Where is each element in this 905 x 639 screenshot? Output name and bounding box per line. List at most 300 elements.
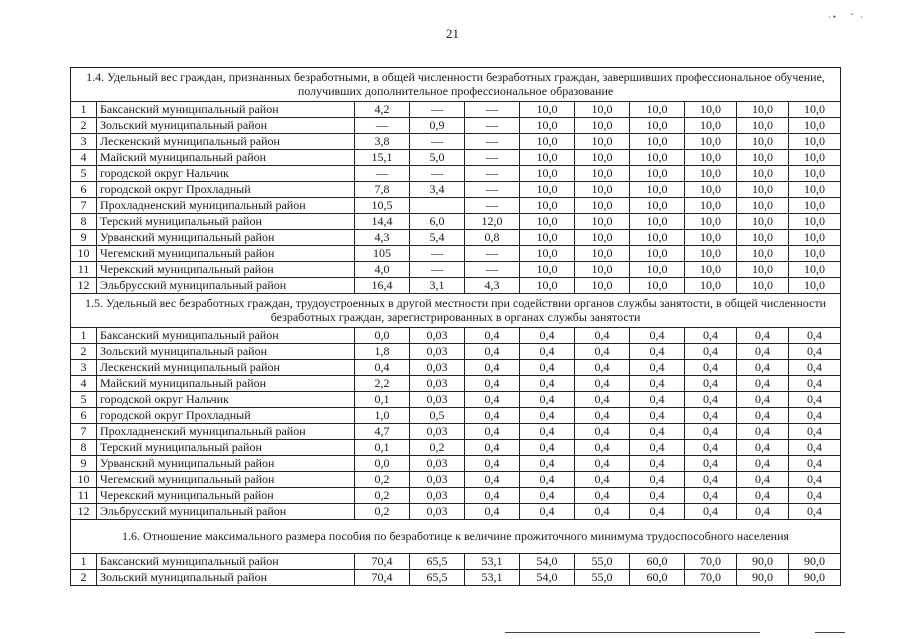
value-cell: 3,8 [355, 134, 410, 150]
district-name: Зольский муниципальный район [97, 570, 355, 586]
table-row [71, 328, 841, 344]
value-cell: 0,4 [685, 328, 737, 344]
value-cell: 10,0 [575, 118, 630, 134]
value-cell: 65,5 [410, 554, 465, 570]
table-row [71, 554, 841, 570]
row-number: 8 [71, 214, 97, 230]
table-body [71, 68, 841, 586]
value-cell: 70,0 [685, 554, 737, 570]
value-cell: 0,4 [575, 328, 630, 344]
value-cell: 10,0 [575, 102, 630, 118]
value-cell: 0,4 [520, 424, 575, 440]
value-cell: 55,0 [575, 570, 630, 586]
row-number: 2 [71, 570, 97, 586]
value-cell [410, 198, 465, 214]
row-number: 4 [71, 150, 97, 166]
value-cell: 0,4 [575, 392, 630, 408]
row-number: 2 [71, 344, 97, 360]
value-cell: 10,5 [355, 198, 410, 214]
value-cell: 0,4 [575, 376, 630, 392]
value-cell: 10,0 [520, 214, 575, 230]
district-name: Терский муниципальный район [97, 214, 355, 230]
value-cell: 0,1 [355, 440, 410, 456]
value-cell: 0,4 [575, 488, 630, 504]
value-cell: 0,4 [630, 504, 685, 520]
district-name: Эльбрусский муниципальный район [97, 278, 355, 294]
row-number: 3 [71, 360, 97, 376]
value-cell: 15,1 [355, 150, 410, 166]
district-name: Эльбрусский муниципальный район [97, 504, 355, 520]
table-row [71, 392, 841, 408]
row-number: 6 [71, 182, 97, 198]
value-cell: 10,0 [630, 166, 685, 182]
value-cell: 0,4 [520, 488, 575, 504]
value-cell: 0,4 [630, 344, 685, 360]
value-cell: 10,0 [520, 262, 575, 278]
value-cell: 0,2 [410, 440, 465, 456]
value-cell: 0,4 [465, 392, 520, 408]
value-cell: 10,0 [630, 118, 685, 134]
value-cell: 0,03 [410, 424, 465, 440]
value-cell: 54,0 [520, 570, 575, 586]
value-cell: 0,4 [630, 472, 685, 488]
value-cell: 0,8 [465, 230, 520, 246]
value-cell: — [410, 134, 465, 150]
value-cell: — [465, 246, 520, 262]
value-cell: 65,5 [410, 570, 465, 586]
value-cell: 0,4 [520, 328, 575, 344]
value-cell: 53,1 [465, 554, 520, 570]
value-cell: 0,4 [789, 376, 841, 392]
district-name: Чегемский муниципальный район [97, 246, 355, 262]
value-cell: 10,0 [575, 150, 630, 166]
value-cell: — [355, 166, 410, 182]
table-row [71, 262, 841, 278]
district-name: Урванский муниципальный район [97, 456, 355, 472]
row-number: 3 [71, 134, 97, 150]
value-cell: 14,4 [355, 214, 410, 230]
value-cell: 0,4 [737, 360, 789, 376]
district-name: Чегемский муниципальный район [97, 472, 355, 488]
value-cell: 0,4 [737, 456, 789, 472]
value-cell: 10,0 [789, 198, 841, 214]
value-cell: 0,4 [630, 424, 685, 440]
table-row [71, 166, 841, 182]
value-cell: 0,4 [355, 360, 410, 376]
value-cell: 10,0 [737, 262, 789, 278]
value-cell: 70,4 [355, 554, 410, 570]
value-cell: 0,4 [465, 488, 520, 504]
table-row [71, 408, 841, 424]
row-number: 6 [71, 408, 97, 424]
value-cell: 10,0 [520, 166, 575, 182]
value-cell: 0,4 [520, 408, 575, 424]
value-cell: 4,7 [355, 424, 410, 440]
value-cell: 10,0 [685, 166, 737, 182]
value-cell: 0,4 [575, 472, 630, 488]
value-cell: 16,4 [355, 278, 410, 294]
value-cell: 0,4 [737, 328, 789, 344]
value-cell: — [410, 102, 465, 118]
value-cell: 0,03 [410, 504, 465, 520]
value-cell: 0,4 [465, 360, 520, 376]
value-cell: 10,0 [630, 198, 685, 214]
district-name: Баксанский муниципальный район [97, 102, 355, 118]
value-cell: 0,03 [410, 472, 465, 488]
value-cell: 0,1 [355, 392, 410, 408]
value-cell: 3,1 [410, 278, 465, 294]
table-row [71, 488, 841, 504]
row-number: 8 [71, 440, 97, 456]
value-cell: 10,0 [789, 102, 841, 118]
value-cell: 0,4 [465, 440, 520, 456]
value-cell: 0,4 [685, 440, 737, 456]
value-cell: 0,4 [520, 472, 575, 488]
value-cell: 3,4 [410, 182, 465, 198]
value-cell: 10,0 [520, 198, 575, 214]
district-name: Прохладненский муниципальный район [97, 198, 355, 214]
district-name: Баксанский муниципальный район [97, 554, 355, 570]
value-cell: 10,0 [737, 182, 789, 198]
value-cell: 0,4 [789, 360, 841, 376]
value-cell: 0,4 [520, 456, 575, 472]
value-cell: 0,4 [520, 344, 575, 360]
value-cell: 10,0 [737, 198, 789, 214]
value-cell: 0,03 [410, 344, 465, 360]
row-number: 10 [71, 472, 97, 488]
value-cell: 0,4 [520, 360, 575, 376]
value-cell: 10,0 [630, 102, 685, 118]
row-number: 9 [71, 230, 97, 246]
value-cell: — [465, 182, 520, 198]
table-row [71, 150, 841, 166]
footer-rule-short [815, 632, 845, 633]
district-name: Баксанский муниципальный район [97, 328, 355, 344]
row-number: 1 [71, 554, 97, 570]
value-cell: 60,0 [630, 570, 685, 586]
value-cell: 0,4 [737, 488, 789, 504]
value-cell: 10,0 [685, 134, 737, 150]
district-name: Терский муниципальный район [97, 440, 355, 456]
document-table-container [70, 67, 840, 586]
value-cell: 0,4 [789, 392, 841, 408]
value-cell: — [465, 150, 520, 166]
value-cell: 10,0 [789, 182, 841, 198]
table-row [71, 118, 841, 134]
value-cell: 10,0 [789, 246, 841, 262]
value-cell: 0,4 [630, 440, 685, 456]
value-cell: 0,03 [410, 488, 465, 504]
value-cell: 0,4 [737, 344, 789, 360]
value-cell: 0,4 [685, 408, 737, 424]
value-cell: 0,4 [465, 456, 520, 472]
value-cell: 0,4 [789, 504, 841, 520]
value-cell: 10,0 [737, 118, 789, 134]
value-cell: 10,0 [685, 182, 737, 198]
row-number: 5 [71, 166, 97, 182]
table-row [71, 570, 841, 586]
value-cell: 0,4 [520, 440, 575, 456]
district-name: Майский муниципальный район [97, 376, 355, 392]
value-cell: 0,03 [410, 328, 465, 344]
value-cell: 10,0 [630, 262, 685, 278]
value-cell: 0,4 [520, 504, 575, 520]
district-name: городской округ Прохладный [97, 182, 355, 198]
value-cell: 2,2 [355, 376, 410, 392]
value-cell: 10,0 [630, 182, 685, 198]
value-cell: 0,03 [410, 456, 465, 472]
value-cell: 12,0 [465, 214, 520, 230]
value-cell: 10,0 [575, 230, 630, 246]
value-cell: 0,4 [685, 472, 737, 488]
table-row [71, 344, 841, 360]
section-title: 1.6. Отношение максимального размера пособия по безработице к величине прожиточного минимума трудоспособного населения [71, 520, 841, 554]
value-cell: 0,4 [789, 456, 841, 472]
value-cell: 0,4 [575, 344, 630, 360]
section-header-row [71, 520, 841, 554]
value-cell: 0,4 [685, 392, 737, 408]
district-name: Лескенский муниципальный район [97, 134, 355, 150]
table-row [71, 214, 841, 230]
row-number: 10 [71, 246, 97, 262]
footer-rule [505, 632, 760, 633]
row-number: 4 [71, 376, 97, 392]
value-cell: 0,4 [465, 328, 520, 344]
table-row [71, 360, 841, 376]
value-cell: 0,2 [355, 488, 410, 504]
value-cell: 0,4 [737, 424, 789, 440]
row-number: 7 [71, 424, 97, 440]
value-cell: 0,4 [465, 408, 520, 424]
value-cell: 0,0 [355, 328, 410, 344]
value-cell: 0,4 [575, 440, 630, 456]
value-cell: 0,2 [355, 504, 410, 520]
value-cell: 90,0 [737, 554, 789, 570]
value-cell: 10,0 [520, 118, 575, 134]
value-cell: 10,0 [630, 230, 685, 246]
value-cell: 5,0 [410, 150, 465, 166]
value-cell: 10,0 [737, 134, 789, 150]
value-cell: 0,4 [630, 488, 685, 504]
district-name: Прохладненский муниципальный район [97, 424, 355, 440]
value-cell: 10,0 [575, 134, 630, 150]
value-cell: 4,3 [465, 278, 520, 294]
value-cell: 10,0 [575, 262, 630, 278]
value-cell: 0,4 [789, 408, 841, 424]
value-cell: 10,0 [685, 198, 737, 214]
value-cell: 10,0 [737, 246, 789, 262]
table-row [71, 424, 841, 440]
value-cell: 0,4 [789, 328, 841, 344]
value-cell: 10,0 [575, 246, 630, 262]
row-number: 11 [71, 488, 97, 504]
value-cell: 70,4 [355, 570, 410, 586]
table-row [71, 472, 841, 488]
value-cell: 0,4 [737, 376, 789, 392]
value-cell: 10,0 [630, 214, 685, 230]
value-cell: 10,0 [575, 198, 630, 214]
row-number: 5 [71, 392, 97, 408]
value-cell: 0,4 [789, 440, 841, 456]
value-cell: 10,0 [737, 230, 789, 246]
value-cell: 10,0 [685, 262, 737, 278]
value-cell: 0,4 [737, 504, 789, 520]
value-cell: — [465, 166, 520, 182]
table-row [71, 376, 841, 392]
value-cell: 0,4 [789, 488, 841, 504]
table-row [71, 182, 841, 198]
value-cell: — [410, 166, 465, 182]
value-cell: 4,0 [355, 262, 410, 278]
district-name: Зольский муниципальный район [97, 118, 355, 134]
value-cell: 1,8 [355, 344, 410, 360]
value-cell: 90,0 [789, 554, 841, 570]
section-title: 1.4. Удельный вес граждан, признанных безработными, в общей численности безработных граждан, завершивших профессиональное обучение, получивших дополнительное профессиональное образование [71, 68, 841, 102]
district-name: Урванский муниципальный район [97, 230, 355, 246]
row-number: 11 [71, 262, 97, 278]
value-cell: 10,0 [520, 150, 575, 166]
value-cell: 0,0 [355, 456, 410, 472]
row-number: 12 [71, 504, 97, 520]
value-cell: 90,0 [737, 570, 789, 586]
value-cell: 0,4 [685, 424, 737, 440]
value-cell: 0,4 [789, 424, 841, 440]
value-cell: 0,03 [410, 392, 465, 408]
value-cell: 10,0 [685, 230, 737, 246]
row-number: 7 [71, 198, 97, 214]
value-cell: 0,4 [789, 472, 841, 488]
value-cell: 10,0 [520, 278, 575, 294]
value-cell: 0,4 [575, 456, 630, 472]
value-cell: — [465, 134, 520, 150]
table-row [71, 102, 841, 118]
value-cell: 10,0 [630, 150, 685, 166]
district-name: Черекский муниципальный район [97, 262, 355, 278]
value-cell: 10,0 [575, 182, 630, 198]
table-row [71, 278, 841, 294]
value-cell: 0,4 [465, 376, 520, 392]
value-cell: 53,1 [465, 570, 520, 586]
value-cell: 0,4 [465, 504, 520, 520]
value-cell: 0,03 [410, 376, 465, 392]
value-cell: 10,0 [737, 150, 789, 166]
value-cell: 10,0 [630, 246, 685, 262]
row-number: 1 [71, 102, 97, 118]
value-cell: 4,3 [355, 230, 410, 246]
value-cell: 10,0 [789, 150, 841, 166]
value-cell: 10,0 [789, 278, 841, 294]
value-cell: 5,4 [410, 230, 465, 246]
value-cell: 0,4 [630, 392, 685, 408]
value-cell: 10,0 [520, 246, 575, 262]
value-cell: 0,4 [575, 408, 630, 424]
value-cell: 0,2 [355, 472, 410, 488]
value-cell: 0,4 [630, 360, 685, 376]
value-cell: 10,0 [575, 278, 630, 294]
value-cell: 0,4 [737, 408, 789, 424]
value-cell: 10,0 [685, 214, 737, 230]
table-row [71, 230, 841, 246]
value-cell: 10,0 [789, 262, 841, 278]
value-cell: 0,03 [410, 360, 465, 376]
value-cell: 0,4 [465, 344, 520, 360]
value-cell: 0,4 [789, 344, 841, 360]
value-cell: — [465, 198, 520, 214]
value-cell: — [465, 262, 520, 278]
value-cell: 0,9 [410, 118, 465, 134]
value-cell: 0,4 [630, 376, 685, 392]
value-cell: 10,0 [520, 102, 575, 118]
value-cell: 10,0 [789, 134, 841, 150]
value-cell: 10,0 [630, 134, 685, 150]
district-name: Зольский муниципальный район [97, 344, 355, 360]
value-cell: 10,0 [737, 214, 789, 230]
value-cell: 70,0 [685, 570, 737, 586]
value-cell: 10,0 [737, 166, 789, 182]
value-cell: 6,0 [410, 214, 465, 230]
row-number: 9 [71, 456, 97, 472]
value-cell: 54,0 [520, 554, 575, 570]
value-cell: 0,4 [737, 472, 789, 488]
district-name: городской округ Прохладный [97, 408, 355, 424]
district-name: Майский муниципальный район [97, 150, 355, 166]
value-cell: 10,0 [737, 278, 789, 294]
table-row [71, 504, 841, 520]
value-cell: 10,0 [685, 246, 737, 262]
value-cell: 10,0 [789, 118, 841, 134]
value-cell: 0,4 [465, 472, 520, 488]
value-cell: 0,4 [520, 376, 575, 392]
value-cell: 0,4 [685, 360, 737, 376]
table-row [71, 198, 841, 214]
value-cell: 0,4 [575, 504, 630, 520]
value-cell: 10,0 [520, 134, 575, 150]
district-name: городской округ Нальчик [97, 166, 355, 182]
value-cell: 10,0 [789, 214, 841, 230]
scan-artifact: ·• ˝ · [827, 12, 865, 22]
row-number: 2 [71, 118, 97, 134]
value-cell: 1,0 [355, 408, 410, 424]
value-cell: 0,4 [737, 392, 789, 408]
value-cell: 7,8 [355, 182, 410, 198]
value-cell: 10,0 [737, 102, 789, 118]
table-row [71, 134, 841, 150]
value-cell: — [410, 246, 465, 262]
table-row [71, 246, 841, 262]
value-cell: 0,4 [685, 344, 737, 360]
value-cell: 0,4 [630, 408, 685, 424]
value-cell: 0,5 [410, 408, 465, 424]
value-cell: 10,0 [685, 278, 737, 294]
row-number: 1 [71, 328, 97, 344]
value-cell: 0,4 [630, 456, 685, 472]
district-name: городской округ Нальчик [97, 392, 355, 408]
value-cell: — [410, 262, 465, 278]
section-header-row [71, 294, 841, 328]
value-cell: 0,4 [465, 424, 520, 440]
section-header-row [71, 68, 841, 102]
value-cell: 10,0 [520, 182, 575, 198]
district-name: Черекский муниципальный район [97, 488, 355, 504]
table-row [71, 440, 841, 456]
value-cell: 10,0 [575, 214, 630, 230]
value-cell: 10,0 [685, 102, 737, 118]
value-cell: 10,0 [789, 166, 841, 182]
value-cell: 0,4 [685, 376, 737, 392]
district-name: Лескенский муниципальный район [97, 360, 355, 376]
value-cell: 10,0 [575, 166, 630, 182]
value-cell: 10,0 [789, 230, 841, 246]
